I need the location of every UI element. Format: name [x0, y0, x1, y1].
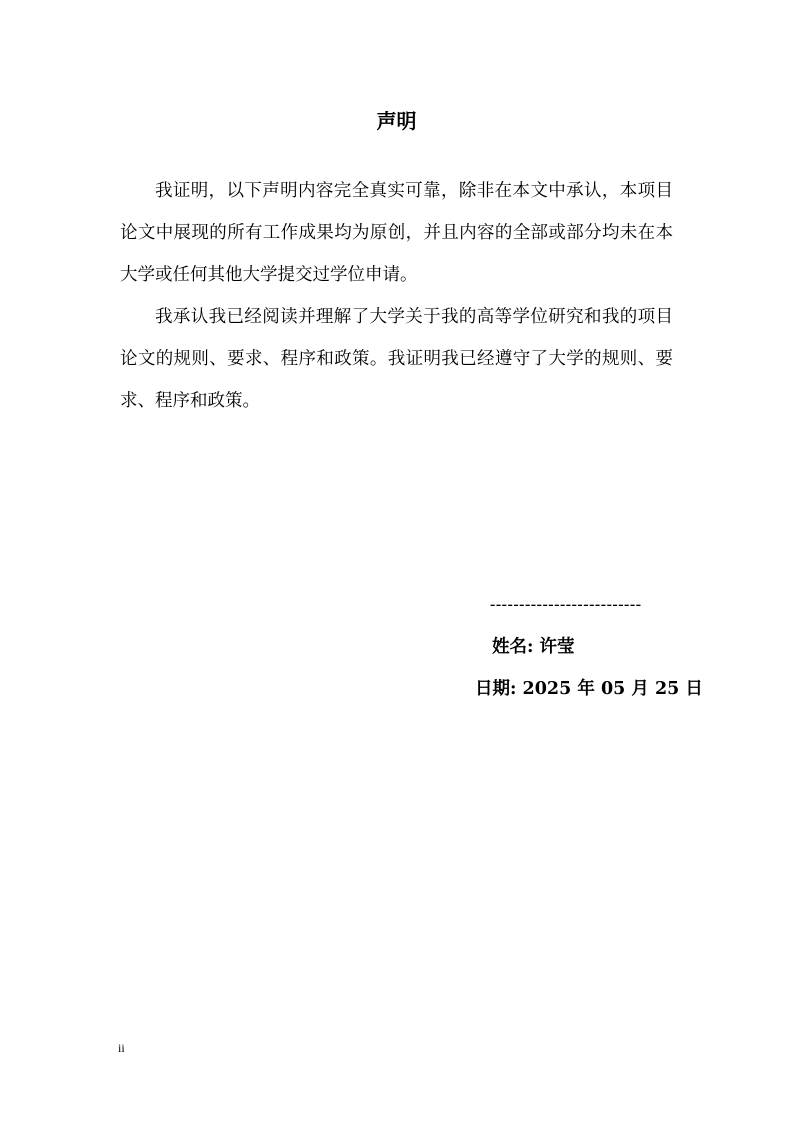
signature-name: 姓名: 许莹 [492, 637, 575, 657]
declaration-paragraph-2: 我承认我已经阅读并理解了大学关于我的高等学位研究和我的项目论文的规则、要求、程序和政策。我证明我已经遵守了大学的规则、要求、程序和政策。 [120, 307, 673, 411]
declaration-body [120, 170, 673, 422]
signature-line: -------------------------- [490, 596, 642, 613]
page-title: 声明 [376, 109, 417, 133]
declaration-paragraph-1: 我证明，以下声明内容完全真实可靠，除非在本文中承认，本项目论文中展现的所有工作成果均为原创，并且内容的全部或部分均未在本大学或任何其他大学提交过学位申请。 [120, 181, 673, 285]
page-number: ii [118, 1041, 125, 1055]
signature-date: 日期: 2025 年 05 月 25 日 [475, 679, 703, 699]
